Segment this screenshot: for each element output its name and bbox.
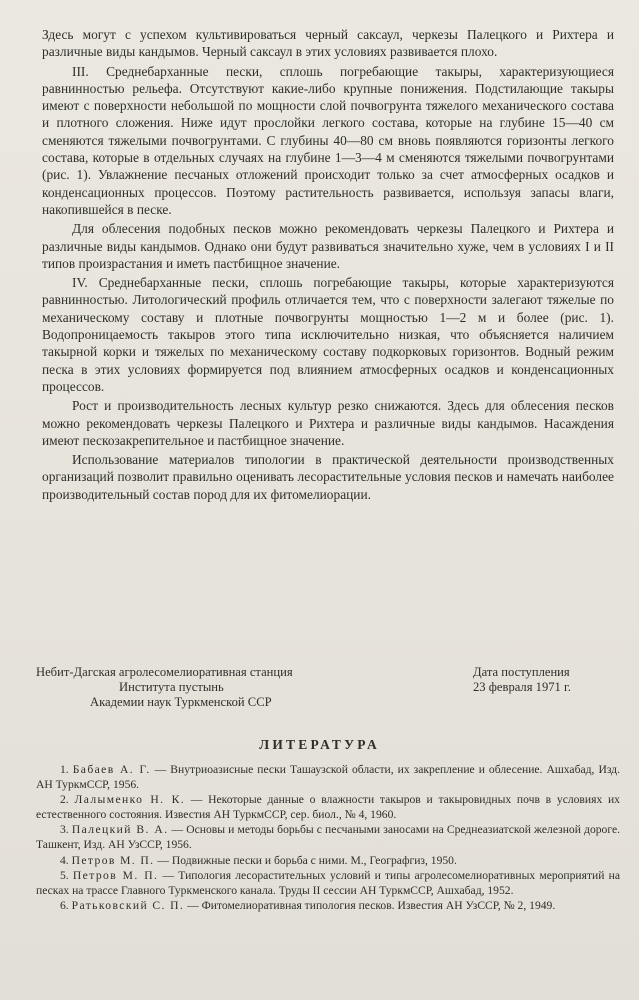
affiliation-line-1: Небит-Дагская агролесомелиоративная станция bbox=[36, 665, 293, 679]
reference-number: 1. bbox=[60, 763, 69, 776]
reference-text: — Некоторые данные о влажности такыров и такыровидных почв в условиях их естественного состояния. Известия АН ТуркмССР, сер. биол., № 4, 1960. bbox=[36, 793, 620, 821]
affiliation-line-3: Академии наук Туркменской ССР bbox=[90, 695, 272, 709]
reference-number: 2. bbox=[60, 793, 69, 807]
affiliation-line-2: Института пустынь bbox=[119, 680, 224, 694]
reference-author: Палецкий В. А. bbox=[71, 823, 169, 837]
reference-text: — Основы и методы борьбы с песчаными заносами на Среднеазиатской железной дороге. Ташкент, Изд. АН УзССР, 1956. bbox=[36, 823, 620, 851]
paragraph-1: Здесь могут с успехом культивироваться черный саксаул, черкезы Палецкого и Рихтера и различные виды кандымов. Черный саксаул в этих условиях развивается плохо. bbox=[42, 27, 614, 60]
reference-item bbox=[36, 823, 620, 852]
paragraph-3: Для облесения подобных песков можно рекомендовать черкезы Палецкого и Рихтера и различные виды кандымов. Однако они будут развиваться значительно хуже, чем в условиях I и II типов произрастания и иметь пастбищное значение. bbox=[42, 221, 614, 271]
paragraph-6: Использование материалов типологии в практической деятельности производственных организаций позволит правильно оценивать лесорастительные условия песков и намечать наиболее производительный состав пород для их фитомелиорации. bbox=[42, 452, 614, 502]
paragraph-5: Рост и производительность лесных культур резко снижаются. Здесь для облесения песков можно рекомендовать черкезы Палецкого и Рихтера и различные виды кандымов. Насаждения имеют пескозакрепительное и пастбищное значение. bbox=[42, 398, 614, 448]
reference-author: Петров М. П. bbox=[71, 853, 155, 867]
reference-number: 3. bbox=[60, 823, 69, 837]
reference-text: — Типология лесорастительных условий и типы агролесомелиоративных мероприятий на песках на трассе Главного Туркменского канала. Труды II сессии АН ТуркмССР, Ашхабад, 1952. bbox=[36, 869, 620, 897]
received-label: Дата поступления bbox=[473, 665, 570, 679]
reference-item bbox=[36, 793, 620, 822]
reference-author: Ратьковский С. П. bbox=[71, 899, 185, 913]
reference-list bbox=[36, 763, 620, 915]
article-footer bbox=[36, 665, 616, 709]
paragraph-2: III. Среднебарханные пески, сплошь погребающие такыры, характеризующиеся равнинностью рельефа. Отсутствуют какие-либо крупные понижения. Подстилающие такыры имеют с поверхности небольшой по мощности слой почвогрунта тяжелого механического состава и плотного сложения. Ниже идут прослойки легкого состава, которые на глубине 15—40 см сменяются тяжелыми почвогрунтами. С глубины 40—80 см вновь появляются горизонты легкого состава, которые в отдельных случаях на глубине 1—3—4 м сменяются тяжелыми почвогрунтами (рис. 1). Увлажнение песчаных отложений происходит только за счет атмосферных осадков и конденсационных процессов. Поэтому растительность развивается, используя запасы влаги, накопившейся в песке. bbox=[42, 63, 614, 217]
paragraph-4: IV. Среднебарханные пески, сплошь погребающие такыры, которые характеризуются равнинностью. Литологический профиль отличается тем, что с поверхности залегают тяжелые по механическому составу и плотные почвогрунты мощностью 1—2 м и более (рис. 1). Водопроницаемость такыров этого типа исключительно низкая, что объясняется наличием такырной корки и тяжелых по механическому составу подкорковых горизонтов. Водный режим песка в этих условиях формируется под влиянием атмосферных осадков и конденсационных процессов. bbox=[42, 275, 614, 394]
body-text bbox=[42, 26, 614, 503]
reference-author: Бабаев А. Г. bbox=[72, 763, 151, 776]
reference-number: 6. bbox=[60, 899, 69, 913]
reference-item bbox=[36, 763, 620, 792]
affiliation bbox=[36, 665, 356, 710]
reference-item bbox=[36, 854, 620, 869]
reference-text: — Подвижные пески и борьба с ними. М., Географгиз, 1950. bbox=[154, 853, 457, 867]
reference-number: 5. bbox=[60, 869, 69, 883]
reference-item bbox=[36, 869, 620, 898]
reference-number: 4. bbox=[60, 853, 69, 867]
received-date bbox=[473, 665, 608, 695]
reference-text: — Внутриоазисные пески Ташаузской области, их закрепление и облесение. Ашхабад, Изд. АН ТуркмССР, 1956. bbox=[36, 763, 620, 791]
reference-item bbox=[36, 899, 620, 914]
received-value: 23 февраля 1971 г. bbox=[473, 680, 571, 694]
reference-author: Петров М. П. bbox=[72, 869, 159, 883]
reference-author: Лалыменко Н. К. bbox=[74, 793, 186, 807]
literature-heading: ЛИТЕРАТУРА bbox=[259, 737, 380, 752]
reference-text: — Фитомелиоративная типология песков. Известия АН УзССР, № 2, 1949. bbox=[184, 899, 556, 913]
